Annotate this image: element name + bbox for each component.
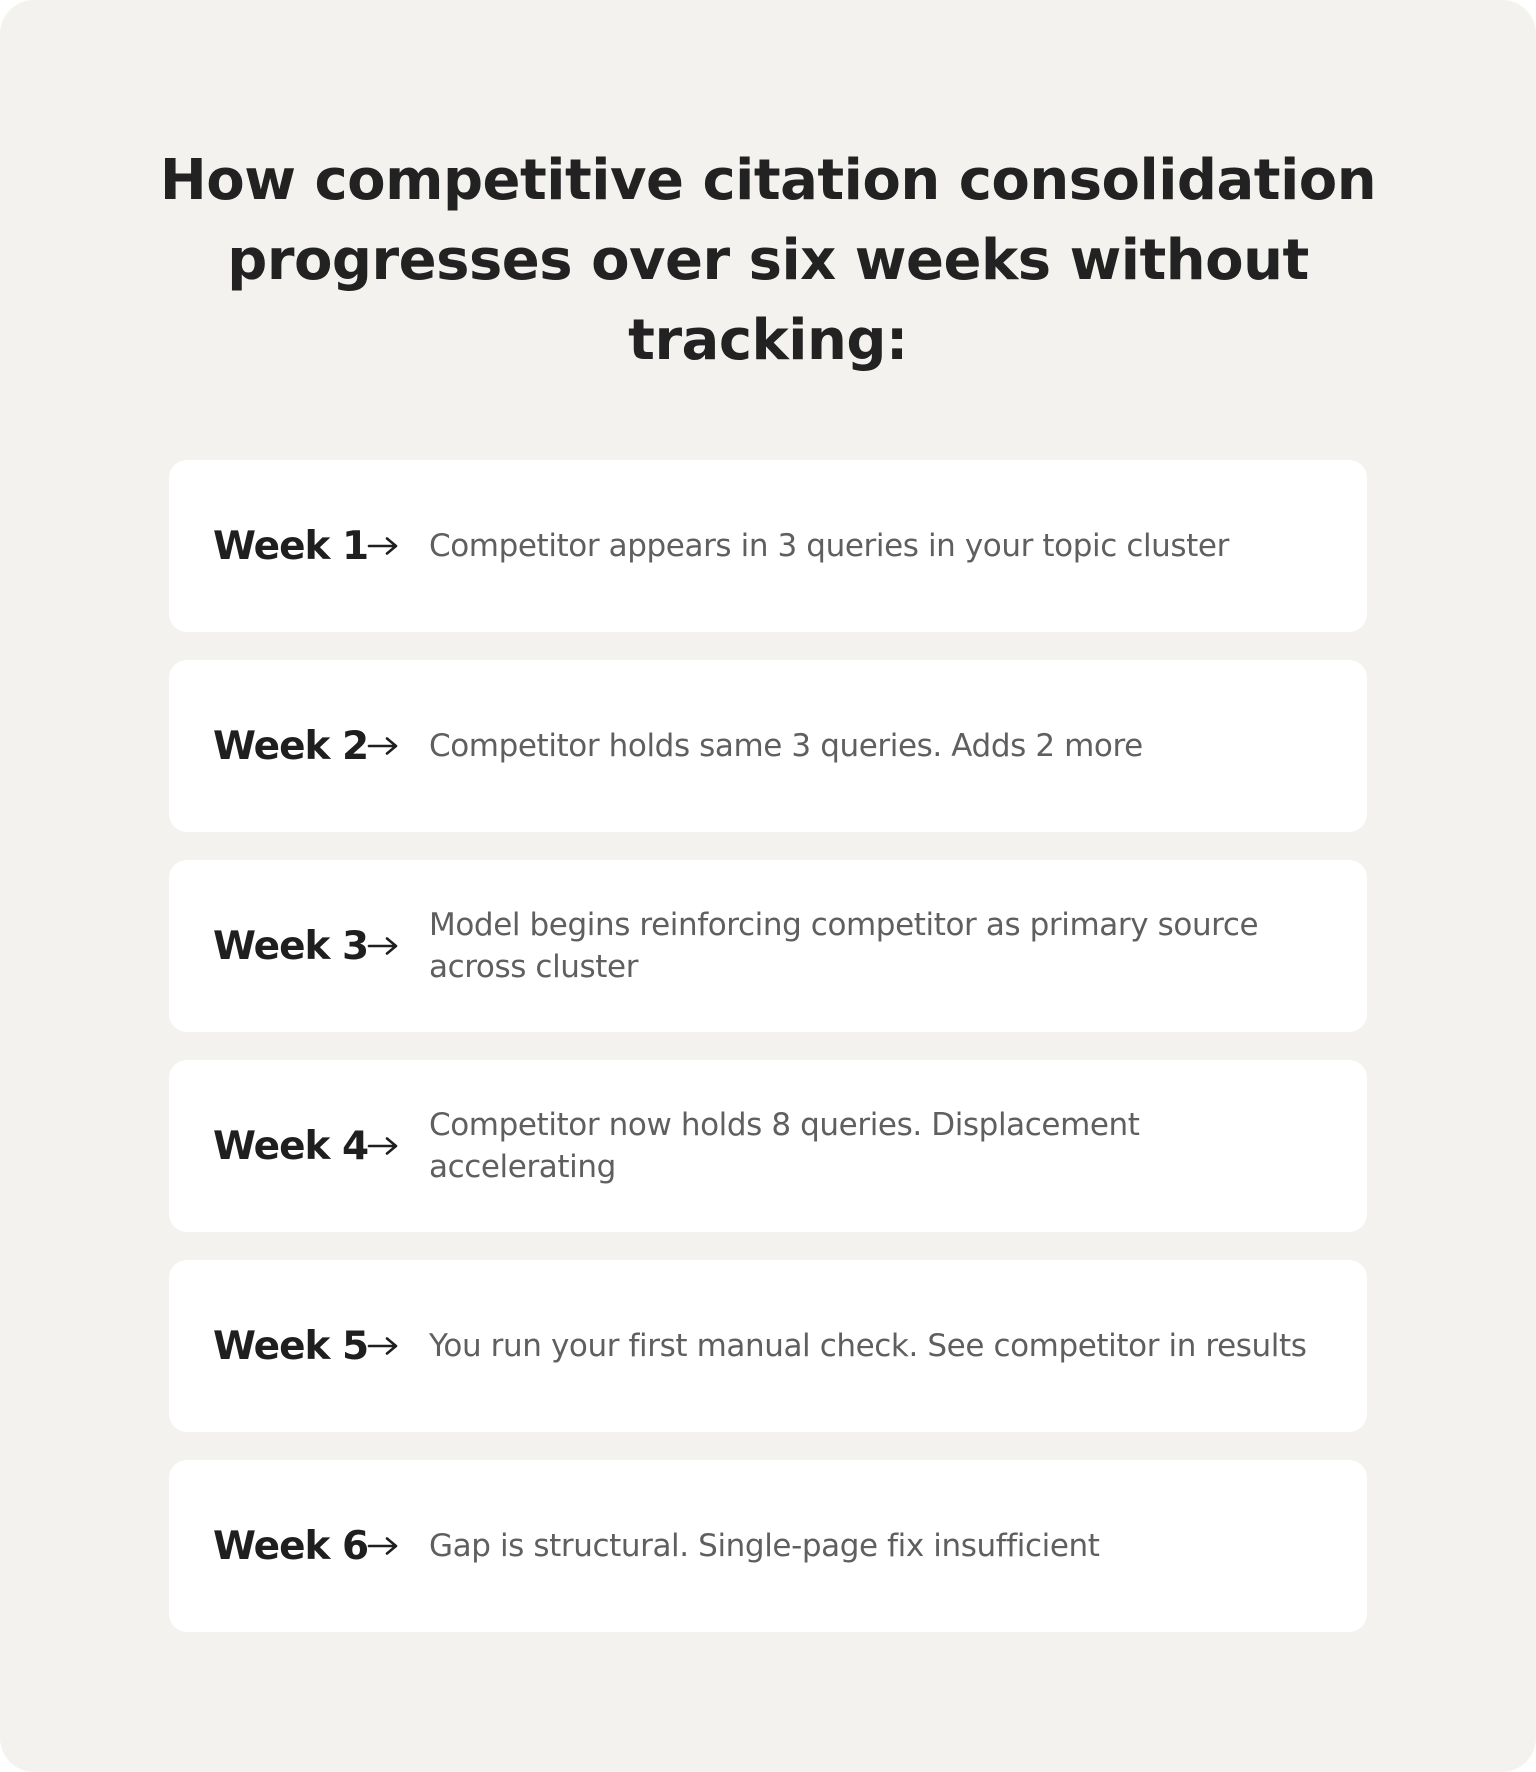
timeline-row-week-1 [169,460,1367,632]
timeline-row-week-5 [169,1260,1367,1432]
arrow-right-icon [367,936,399,956]
arrow-right-icon [367,1336,399,1356]
week-label: Week 3 [213,923,369,969]
timeline-row-week-2 [169,660,1367,832]
timeline-list [169,460,1367,1660]
arrow-right-icon [367,736,399,756]
timeline-row-week-3 [169,860,1367,1032]
timeline-row-week-4 [169,1060,1367,1232]
page-title: How competitive citation consolidation progresses over six weeks without tracking: [159,148,1377,373]
week-label: Week 1 [213,523,369,569]
week-description: Competitor holds same 3 queries. Adds 2 more [429,728,1143,764]
week-description: Competitor now holds 8 queries. Displacement accelerating [429,1107,1140,1185]
week-label: Week 5 [213,1323,369,1369]
week-label: Week 2 [213,723,369,769]
week-label: Week 4 [213,1123,369,1169]
week-description: You run your first manual check. See competitor in results [429,1328,1307,1364]
week-label: Week 6 [213,1523,369,1569]
arrow-right-icon [367,1536,399,1556]
arrow-right-icon [367,536,399,556]
week-description: Model begins reinforcing competitor as primary source across cluster [429,907,1259,985]
week-description: Gap is structural. Single-page fix insufficient [429,1528,1100,1564]
week-description: Competitor appears in 3 queries in your topic cluster [429,528,1229,564]
timeline-row-week-6 [169,1460,1367,1632]
arrow-right-icon [367,1136,399,1156]
